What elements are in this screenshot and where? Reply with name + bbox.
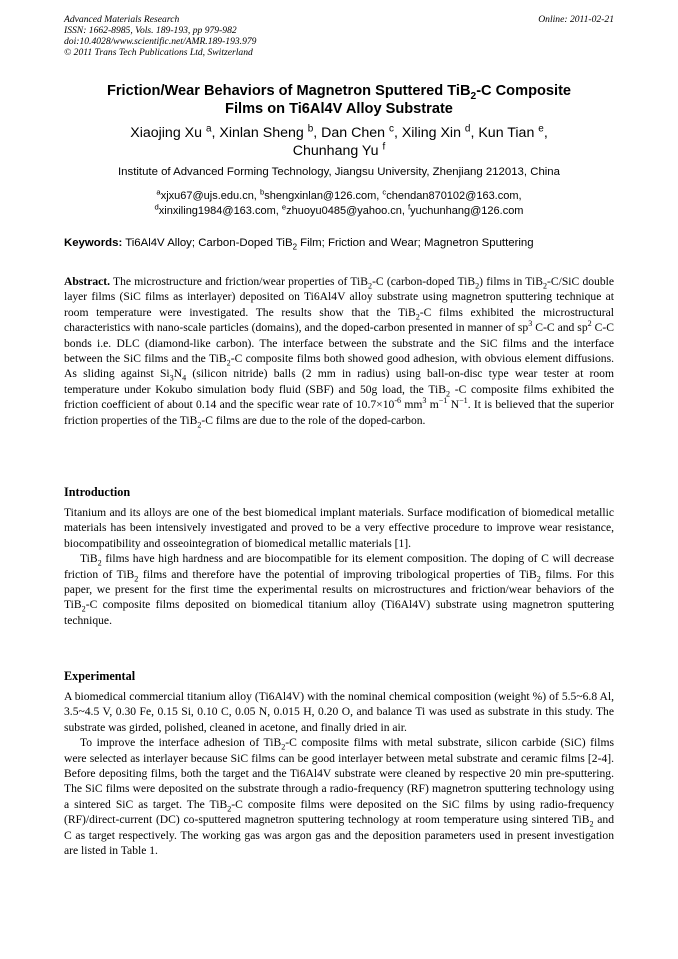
journal-header xyxy=(64,14,614,58)
email-link[interactable]: chendan870102@163.com, xyxy=(386,190,522,202)
intro-paragraph-2: TiB$_2$ films have high hardness and are biocompatible for its element composition. The doping of C will decrease friction of TiB$_2$ films and therefore have the potential of improving tribological properties of TiB$_2$ films. For this paper, we present for the first time the experimental results on microstructures and friction/wear behaviors of the TiB$_2$-C composite films deposited on biomedical titanium alloy (Ti6Al4V) substrate using magnetron sputtering technique. xyxy=(64,552,614,627)
email-list: $^a$xjxu67@ujs.edu.cn, $^b$shengxinlan@126.com, $^c$chendan870102@163.com, $^d$xinxiling1984@163.com, $^e$zhuoyu0485@yahoo.cn, $^f$yuchunhang@126.com xyxy=(154,187,524,217)
affiliation: Institute of Advanced Forming Technology, Jiangsu University, Zhenjiang 212013, China xyxy=(118,166,560,178)
abstract-label: Abstract. xyxy=(64,275,111,288)
exp-paragraph-1: A biomedical commercial titanium alloy (Ti6Al4V) with the nominal chemical composition (weight %) of 5.5~6.8 Al, 3.5~4.5 V, 0.30 Fe, 0.15 Si, 0.10 C, 0.05 N, 0.015 H, 0.20 O, and balance Ti was used as substrate in this study. The substrate was girded, polished, cleaned in acetone, and finally dried in air. xyxy=(64,690,614,734)
email-link[interactable]: xjxu67@ujs.edu.cn, xyxy=(160,190,260,202)
exp-paragraph-2: To improve the interface adhesion of TiB$_2$-C composite films with metal substrate, silicon carbide (SiC) films were selected as interlayer because SiC films can be good interlayer between metal substrate and ceramic films [2-4]. Before depositing films, both the target and the Ti6Al4V substrate were cleaned by respective 20 min pre-sputtering. The SiC films were deposited on the substrate through a radio-frequency (RF) magnetron sputtering technology using a sintered SiC as target. The TiB$_2$-C composite films were deposited on the SiC films by using radio-frequency (RF)/direct-current (DC) co-sputtered magnetron sputtering technology at room temperature using sintered TiB$_2$ and C as target respectively. The working gas was argon gas and the deposition parameters used in present investigation are listed in Table 1. xyxy=(64,736,615,858)
paper-title: Friction/Wear Behaviors of Magnetron Sputtered TiB$_2$-C Composite Films on Ti6Al4V Alloy Substrate xyxy=(106,83,572,117)
email-link[interactable]: xinxiling1984@163.com, xyxy=(158,205,282,217)
journal-name: Advanced Materials Research xyxy=(64,14,180,25)
doi-line[interactable]: doi:10.4028/www.scientific.net/AMR.189-193.979 xyxy=(64,36,257,47)
keywords-label: Keywords: xyxy=(64,237,123,249)
email-link[interactable]: zhuoyu0485@yahoo.cn, xyxy=(286,205,409,217)
introduction-body xyxy=(64,505,614,628)
keywords-line: Keywords: Ti6Al4V Alloy; Carbon-Doped TiB$_2$ Film; Friction and Wear; Magnetron Sputtering xyxy=(64,237,534,252)
experimental-heading: Experimental xyxy=(64,669,136,683)
email-link[interactable]: shengxinlan@126.com, xyxy=(264,190,383,202)
online-date: Online: 2011-02-21 xyxy=(538,14,614,25)
introduction-heading: Introduction xyxy=(64,485,131,499)
issn-line: ISSN: 1662-8985, Vols. 189-193, pp 979-982 xyxy=(64,25,237,36)
intro-paragraph-1: Titanium and its alloys are one of the best biomedical implant materials. Surface modification of biomedical metallic materials has been intensively investigated and proved to be a very effective procedure to improve wear resistance, biocompatibility and osseointegration of biomedical metallic materials [1]. xyxy=(64,506,614,550)
experimental-body xyxy=(64,689,614,858)
copyright-line: © 2011 Trans Tech Publications Ltd, Switzerland xyxy=(64,47,253,58)
abstract: Abstract. The microstructure and friction/wear properties of TiB$_2$-C (carbon-doped TiB$_2$) films in TiB$_2$-C/SiC double layer films (SiC films as interlayer) deposited on Ti6Al4V alloy substrate using magnetron sputtering technique at room temperature were investigated. The results show that the TiB$_2$-C films exhibited the microstructural characteristics with nano-scale particles (domains), and the doped-carbon presented in manner of $sp^3$ C-C and $sp^2$ C-C bonds i.e. DLC (diamond-like carbon). The interface between the substrate and the SiC films and the interface between the SiC films and the TiB$_2$-C composite films both showed good adhesion, with obvious element diffusions. As sliding against $Si_3N_4$ (silicon nitride) balls (2 mm in radius) using ball-on-disc type wear tester at room temperature under Kokubo simulation body fluid (SBF) and 50g load, the TiB$_2$ -C composite films exhibited the friction coefficient of about 0.14 and the specific wear rate of $10.7\times 10^{-6}$ $mm^3$ $m^{-1}$ $N^{-1}$. It is believed that the superior friction properties of the TiB$_2$-C films are due to the role of the doped-carbon. xyxy=(64,275,615,429)
email-link[interactable]: yuchunhang@126.com xyxy=(410,205,524,217)
author-list: Xiaojing Xu $^a$, Xinlan Sheng $^b$, Dan Chen $^c$, Xiling Xin $^d$, Kun Tian $^e$, Chunhang Yu $^f$ xyxy=(130,123,548,159)
